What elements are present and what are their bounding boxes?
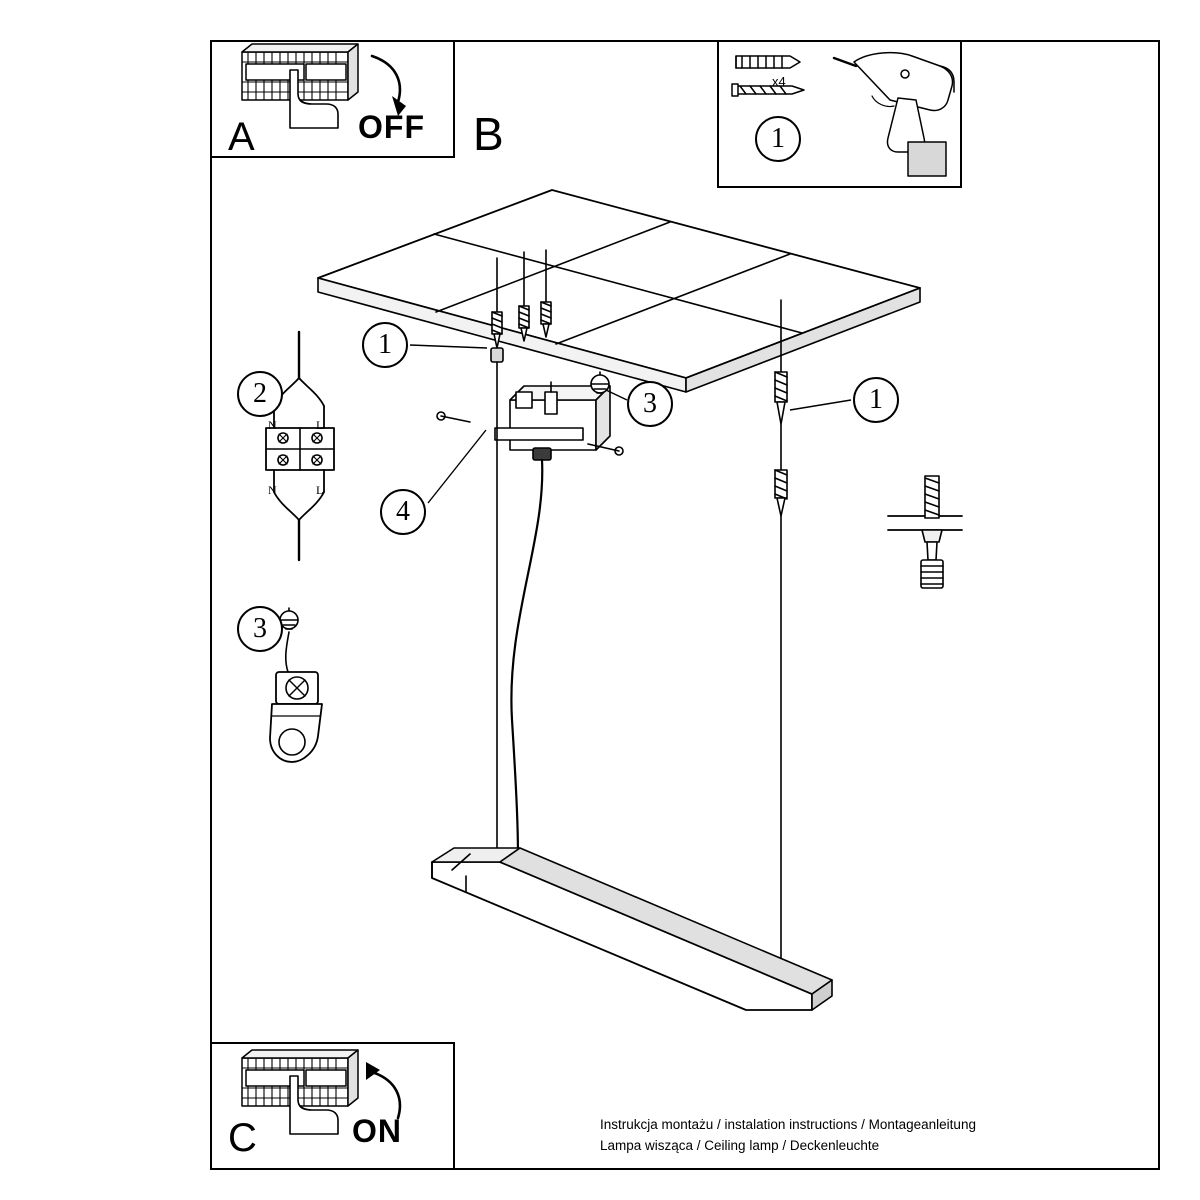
wiring-label-n-bottom: N xyxy=(268,483,277,497)
leader-1-left xyxy=(410,345,487,348)
footer-text xyxy=(600,1115,976,1157)
step-label-c: C xyxy=(228,1116,257,1160)
step-label-a: A xyxy=(228,115,255,159)
leader-4 xyxy=(428,430,486,503)
leader-3 xyxy=(606,390,627,400)
callout-hardware-1: 1 xyxy=(362,322,408,368)
wiring-label-n-top: N xyxy=(268,418,277,432)
footer-line-1: Instrukcja montażu / instalation instructions / Montageanleitung xyxy=(600,1117,976,1132)
callout-earth-3: 3 xyxy=(627,381,673,427)
wiring-label-l-top: L xyxy=(316,418,324,432)
callout-earth-clamp-3: 3 xyxy=(237,606,283,652)
footer-line-2: Lampa wisząca / Ceiling lamp / Deckenleuchte xyxy=(600,1137,880,1153)
wiring-label-l-bottom: L xyxy=(316,483,324,497)
quantity-label: x4 xyxy=(772,74,786,89)
leader-1-right xyxy=(790,400,851,410)
on-label: ON xyxy=(352,1113,402,1149)
callout-anchor-1: 1 xyxy=(853,377,899,423)
callout-terminal-2: 2 xyxy=(237,371,283,417)
callout-parts-1: 1 xyxy=(755,116,801,162)
step-label-b: B xyxy=(473,108,504,160)
off-label: OFF xyxy=(358,109,425,145)
callout-bracket-4: 4 xyxy=(380,489,426,535)
